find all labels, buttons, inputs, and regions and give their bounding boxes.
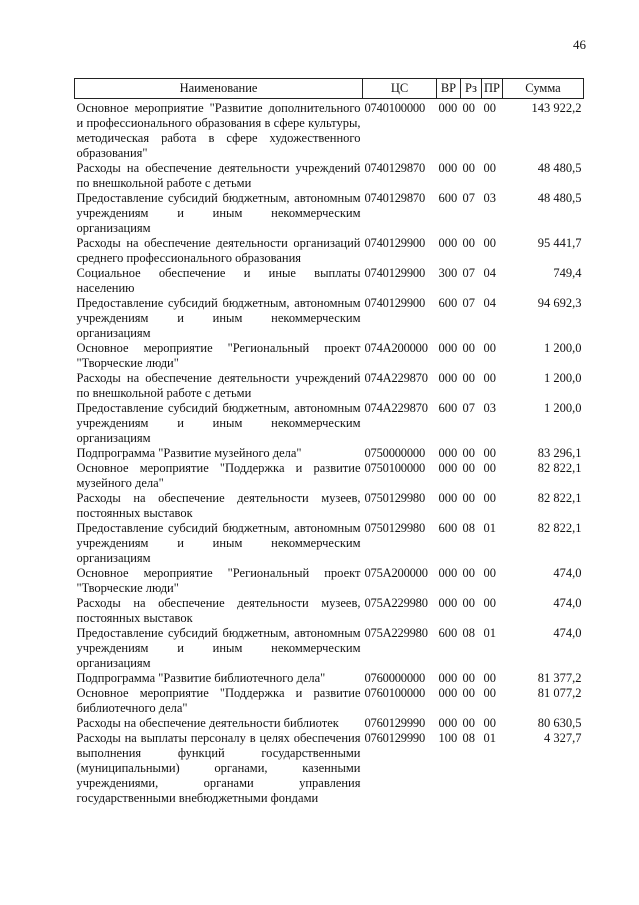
- row-vr: 000: [438, 566, 458, 580]
- header-cs: ЦС: [363, 79, 437, 99]
- budget-table: [74, 78, 584, 806]
- row-sum: 80 630,5: [537, 716, 582, 730]
- row-cs: 075A229980: [364, 626, 428, 640]
- table-row: [75, 716, 584, 731]
- row-pr: 01: [483, 626, 496, 640]
- row-cs: 0750129980: [364, 491, 426, 505]
- row-sum: 48 480,5: [537, 161, 582, 175]
- table-row: [75, 686, 584, 716]
- row-sum: 82 822,1: [537, 491, 582, 505]
- row-cs: 075A200000: [364, 566, 428, 580]
- row-pr: 00: [483, 461, 496, 475]
- row-pr: 04: [483, 266, 496, 280]
- row-name: Расходы на обеспечение деятельности библиотек: [76, 716, 339, 730]
- row-vr: 000: [438, 101, 458, 115]
- row-pr: 01: [483, 521, 496, 535]
- row-sum: 749,4: [553, 266, 582, 280]
- row-rz: 00: [462, 461, 475, 475]
- table-row: [75, 461, 584, 491]
- row-rz: 00: [462, 161, 475, 175]
- table-row: [75, 401, 584, 446]
- page-number: 46: [573, 37, 586, 52]
- row-cs: 0740129900: [364, 296, 426, 310]
- row-name: Предоставление субсидий бюджетным, автономным учреждениям и иным некоммерческим организациям: [76, 296, 361, 340]
- table-body: [75, 99, 584, 807]
- table-row: [75, 521, 584, 566]
- row-sum: 48 480,5: [537, 191, 582, 205]
- row-rz: 00: [462, 716, 475, 730]
- row-cs: 0740129870: [364, 191, 426, 205]
- table-row: [75, 626, 584, 671]
- row-vr: 000: [438, 491, 458, 505]
- row-vr: 600: [438, 401, 458, 415]
- row-cs: 0740129870: [364, 161, 426, 175]
- row-pr: 00: [483, 236, 496, 250]
- row-rz: 00: [462, 566, 475, 580]
- row-name: Предоставление субсидий бюджетным, автономным учреждениям и иным некоммерческим организациям: [76, 626, 361, 670]
- row-vr: 600: [438, 626, 458, 640]
- row-pr: 04: [483, 296, 496, 310]
- header-sum: Сумма: [503, 79, 584, 99]
- row-cs: 0760129990: [364, 716, 426, 730]
- row-vr: 000: [438, 716, 458, 730]
- row-vr: 000: [438, 446, 458, 460]
- row-vr: 000: [438, 596, 458, 610]
- row-vr: 000: [438, 341, 458, 355]
- row-name: Основное мероприятие "Региональный проект "Творческие люди": [76, 341, 361, 370]
- row-name: Подпрограмма "Развитие музейного дела": [76, 446, 302, 460]
- row-sum: 1 200,0: [544, 341, 582, 355]
- table-row: [75, 99, 584, 162]
- row-rz: 00: [462, 446, 475, 460]
- row-vr: 000: [438, 161, 458, 175]
- row-name: Предоставление субсидий бюджетным, автономным учреждениям и иным некоммерческим организациям: [76, 191, 361, 235]
- row-rz: 08: [462, 521, 475, 535]
- table-row: [75, 236, 584, 266]
- table-row: [75, 371, 584, 401]
- table-row: [75, 596, 584, 626]
- row-pr: 00: [483, 446, 496, 460]
- row-name: Предоставление субсидий бюджетным, автономным учреждениям и иным некоммерческим организациям: [76, 401, 361, 445]
- row-sum: 474,0: [553, 626, 582, 640]
- row-rz: 00: [462, 491, 475, 505]
- row-sum: 474,0: [553, 596, 582, 610]
- header-vr: ВР: [437, 79, 461, 99]
- row-cs: 074A229870: [364, 401, 428, 415]
- row-pr: 00: [483, 671, 496, 685]
- row-sum: 1 200,0: [544, 401, 582, 415]
- row-pr: 00: [483, 596, 496, 610]
- row-rz: 07: [462, 266, 475, 280]
- row-name: Предоставление субсидий бюджетным, автономным учреждениям и иным некоммерческим организациям: [76, 521, 361, 565]
- row-rz: 00: [462, 686, 475, 700]
- row-vr: 000: [438, 671, 458, 685]
- row-name: Расходы на обеспечение деятельности учреждений по внешкольной работе с детьми: [76, 371, 361, 400]
- row-cs: 0760129990: [364, 731, 426, 745]
- row-sum: 95 441,7: [537, 236, 582, 250]
- header-pr: ПР: [482, 79, 503, 99]
- row-pr: 00: [483, 101, 496, 115]
- row-vr: 600: [438, 296, 458, 310]
- row-cs: 0740100000: [364, 101, 426, 115]
- row-vr: 100: [438, 731, 458, 745]
- row-pr: 00: [483, 371, 496, 385]
- row-rz: 00: [462, 341, 475, 355]
- row-cs: 075A229980: [364, 596, 428, 610]
- row-name: Расходы на обеспечение деятельности музеев, постоянных выставок: [76, 596, 361, 625]
- row-vr: 000: [438, 236, 458, 250]
- header-name: Наименование: [75, 79, 363, 99]
- row-rz: 00: [462, 671, 475, 685]
- table-row: [75, 491, 584, 521]
- row-name: Подпрограмма "Развитие библиотечного дела": [76, 671, 326, 685]
- row-sum: 82 822,1: [537, 461, 582, 475]
- row-pr: 01: [483, 731, 496, 745]
- row-vr: 000: [438, 371, 458, 385]
- row-cs: 0750129980: [364, 521, 426, 535]
- row-pr: 00: [483, 716, 496, 730]
- row-pr: 00: [483, 161, 496, 175]
- row-name: Основное мероприятие "Поддержка и развитие библиотечного дела": [76, 686, 361, 715]
- table-row: [75, 671, 584, 686]
- row-sum: 143 922,2: [531, 101, 582, 115]
- row-sum: 82 822,1: [537, 521, 582, 535]
- row-sum: 83 296,1: [537, 446, 582, 460]
- row-cs: 0760000000: [364, 671, 426, 685]
- row-cs: 0740129900: [364, 266, 426, 280]
- row-name: Социальное обеспечение и иные выплаты населению: [76, 266, 361, 295]
- row-rz: 07: [462, 191, 475, 205]
- row-cs: 074A200000: [364, 341, 428, 355]
- row-cs: 074A229870: [364, 371, 428, 385]
- table-row: [75, 266, 584, 296]
- row-sum: 474,0: [553, 566, 582, 580]
- row-cs: 0750000000: [364, 446, 426, 460]
- row-name: Расходы на выплаты персоналу в целях обеспечения выполнения функций государственными (муниципальными) органами, казенными учреждениями, органами управления государственными внебюджетными фондами: [76, 731, 361, 805]
- row-vr: 600: [438, 191, 458, 205]
- row-name: Расходы на обеспечение деятельности организаций среднего профессионального образования: [76, 236, 361, 265]
- row-rz: 00: [462, 101, 475, 115]
- row-sum: 1 200,0: [544, 371, 582, 385]
- row-vr: 000: [438, 461, 458, 475]
- row-sum: 81 077,2: [537, 686, 582, 700]
- row-pr: 00: [483, 491, 496, 505]
- header-rz: Рз: [461, 79, 482, 99]
- table-row: [75, 446, 584, 461]
- row-cs: 0740129900: [364, 236, 426, 250]
- row-sum: 81 377,2: [537, 671, 582, 685]
- row-name: Основное мероприятие "Развитие дополнительного и профессионального образования в сфере культуры, методическая работа в сфере художественного образования": [76, 101, 361, 160]
- row-pr: 00: [483, 566, 496, 580]
- row-rz: 00: [462, 236, 475, 250]
- row-sum: 4 327,7: [544, 731, 582, 745]
- row-rz: 07: [462, 401, 475, 415]
- table-row: [75, 191, 584, 236]
- table-header: [75, 79, 584, 99]
- row-pr: 00: [483, 686, 496, 700]
- row-name: Основное мероприятие "Региональный проект "Творческие люди": [76, 566, 361, 595]
- row-vr: 000: [438, 686, 458, 700]
- row-name: Расходы на обеспечение деятельности музеев, постоянных выставок: [76, 491, 361, 520]
- row-pr: 03: [483, 401, 496, 415]
- table-row: [75, 341, 584, 371]
- table-row: [75, 296, 584, 341]
- row-name: Основное мероприятие "Поддержка и развитие музейного дела": [76, 461, 361, 490]
- row-cs: 0750100000: [364, 461, 426, 475]
- row-rz: 07: [462, 296, 475, 310]
- row-rz: 00: [462, 596, 475, 610]
- row-rz: 08: [462, 731, 475, 745]
- table-row: [75, 566, 584, 596]
- row-rz: 08: [462, 626, 475, 640]
- row-rz: 00: [462, 371, 475, 385]
- row-vr: 300: [438, 266, 458, 280]
- row-name: Расходы на обеспечение деятельности учреждений по внешкольной работе с детьми: [76, 161, 361, 190]
- row-pr: 03: [483, 191, 496, 205]
- row-vr: 600: [438, 521, 458, 535]
- row-sum: 94 692,3: [537, 296, 582, 310]
- row-cs: 0760100000: [364, 686, 426, 700]
- row-pr: 00: [483, 341, 496, 355]
- table-row: [75, 731, 584, 806]
- table-row: [75, 161, 584, 191]
